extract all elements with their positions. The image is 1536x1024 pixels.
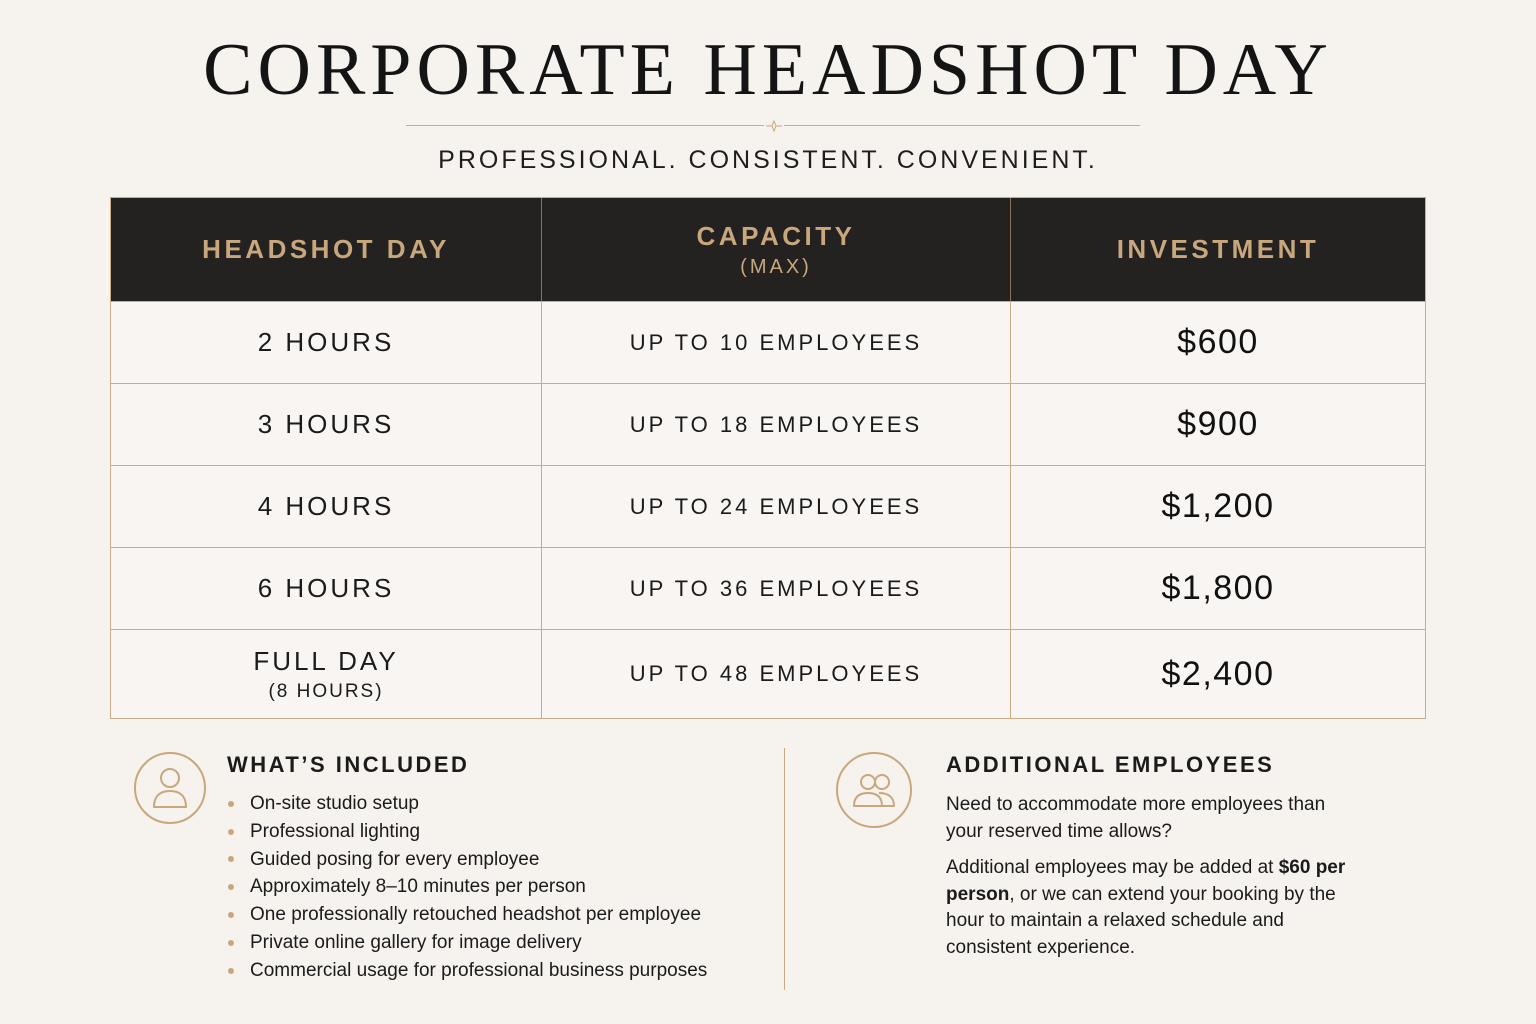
capacity-cell: UP TO 18 EMPLOYEES: [629, 411, 923, 437]
divider-ornament-icon: [764, 119, 784, 133]
details-text: , or we can extend your booking by the hour to maintain a relaxed schedule and consistent experience.: [946, 883, 1336, 958]
column-header-headshot-day: [111, 198, 542, 301]
bullet-icon: [228, 829, 234, 835]
capacity-cell: UP TO 36 EMPLOYEES: [629, 575, 923, 601]
list-item: [226, 957, 707, 985]
page-title: CORPORATE HEADSHOT DAY: [203, 29, 1333, 111]
column-header-sublabel: (MAX): [740, 255, 812, 278]
table-row: [111, 630, 1425, 718]
column-header-label: INVESTMENT: [1116, 234, 1320, 264]
bullet-icon: [228, 856, 234, 862]
list-item: [226, 873, 707, 901]
duration-cell: FULL DAY: [253, 645, 399, 676]
additional-employees-title: ADDITIONAL EMPLOYEES: [946, 752, 1275, 777]
price-cell: $900: [1177, 405, 1259, 443]
price-cell: $1,200: [1161, 487, 1275, 525]
price-cell: $600: [1177, 323, 1259, 361]
table-row: [111, 466, 1425, 548]
list-item-text: On-site studio setup: [250, 793, 419, 814]
duration-cell: 6 HOURS: [257, 573, 395, 603]
capacity-cell: UP TO 24 EMPLOYEES: [629, 493, 923, 519]
duration-cell: 4 HOURS: [257, 491, 395, 521]
per-person-rate: $60 per person: [946, 857, 1346, 905]
whats-included-title: WHAT’S INCLUDED: [227, 752, 470, 777]
group-icon: [836, 752, 912, 828]
list-item-text: Private online gallery for image delivery: [250, 931, 582, 953]
bullet-icon: [228, 912, 234, 918]
list-item-text: Guided posing for every employee: [250, 848, 540, 870]
section-divider: [784, 748, 785, 990]
list-item-text: Approximately 8–10 minutes per person: [250, 876, 586, 898]
additional-details: [946, 855, 1346, 961]
capacity-cell: UP TO 48 EMPLOYEES: [629, 661, 923, 686]
table-row: [111, 384, 1425, 466]
duration-cell: 2 HOURS: [257, 327, 395, 357]
table-row: [111, 548, 1425, 630]
capacity-cell: UP TO 10 EMPLOYEES: [629, 329, 923, 355]
included-list: [226, 790, 707, 985]
bullet-icon: [228, 884, 234, 890]
column-header-investment: [1011, 198, 1425, 301]
additional-question: Need to accommodate more employees than your reserved time allows?: [946, 794, 1326, 842]
pricing-table: [110, 197, 1426, 719]
list-item: [226, 790, 707, 818]
list-item-text: Professional lighting: [250, 820, 421, 842]
column-header-label: CAPACITY: [696, 220, 856, 251]
list-item: [226, 846, 707, 874]
list-item: [226, 818, 707, 846]
duration-subtext: (8 HOURS): [268, 680, 384, 702]
list-item: [226, 929, 707, 957]
table-row: [111, 302, 1425, 384]
price-cell: $2,400: [1161, 654, 1275, 693]
page-subtitle: PROFESSIONAL. CONSISTENT. CONVENIENT.: [438, 146, 1098, 174]
bullet-icon: [228, 940, 234, 946]
details-text: Additional employees may be added at: [946, 857, 1279, 878]
bullet-icon: [228, 968, 234, 974]
column-header-label: HEADSHOT DAY: [202, 234, 450, 264]
table-header-row: [111, 198, 1425, 302]
list-item-text: Commercial usage for professional business purposes: [250, 959, 708, 981]
list-item: [226, 901, 707, 929]
bullet-icon: [228, 801, 234, 807]
column-header-capacity: [542, 198, 1011, 301]
person-icon: [134, 752, 206, 824]
price-cell: $1,800: [1161, 569, 1275, 607]
list-item-text: One professionally retouched headshot per employee: [250, 904, 702, 926]
duration-cell: 3 HOURS: [257, 409, 395, 439]
